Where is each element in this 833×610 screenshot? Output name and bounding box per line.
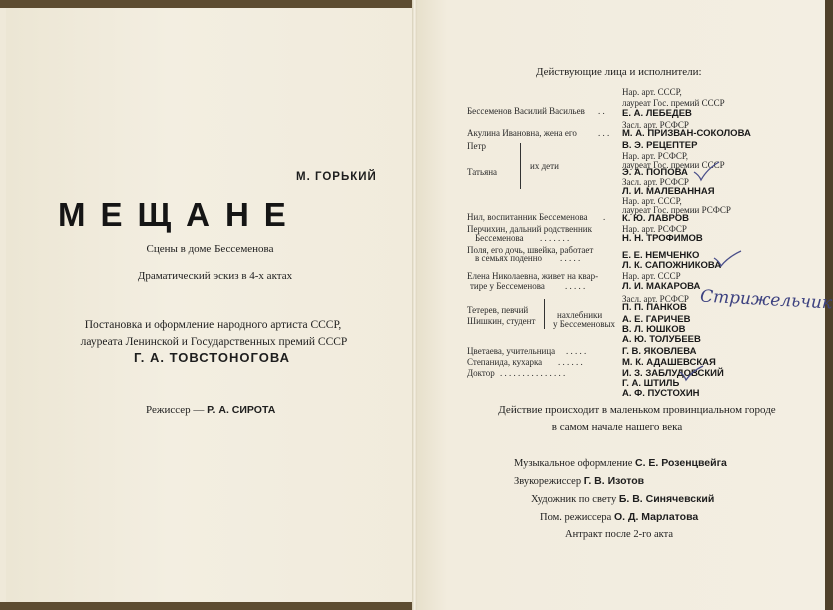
cast-actor: А. Ф. ПУСТОХИН [622,388,700,399]
cast-title: Нар. арт. СССР [622,271,681,281]
cast-actor: Э. А. ПОПОВА [622,167,688,178]
cast-role: Шишкин, студент [467,316,536,326]
author: М. ГОРЬКИЙ [296,171,377,183]
cast-title: Засл. арт. РСФСР [622,294,689,304]
leader-dots: . [603,212,606,222]
cast-title: Засл. арт. РСФСР [622,177,689,187]
page-fold [412,0,417,610]
play-title: МЕЩАНЕ [58,196,301,233]
genre: Драматический эскиз в 4-х актах [137,270,293,282]
cast-role-cont: Бессеменова [475,233,524,243]
leader-dots: . . . . . . . [540,233,570,243]
children-bracket [520,143,521,189]
credit-label: Звукорежиссер [514,476,584,487]
credit-name: Б. В. Синячевский [618,493,715,505]
cast-title: Нар. арт. РСФСР, [622,151,688,161]
credit-label: Пом. режиссера [540,512,614,523]
cast-role-cont: тире у Бессеменова [470,281,545,291]
cast-role: Бессеменов Василий Васильев [467,106,585,116]
credit-sound [514,475,644,487]
check-mark-icon [692,160,720,182]
credit-assistant [540,511,698,523]
cast-title: Нар. арт. СССР, [622,196,682,206]
credit-name: С. Е. Розенцвейга [635,457,727,469]
leader-dots: . . . . . . [558,357,583,367]
director-line [146,404,275,416]
scan-edge-bottom [0,602,414,610]
cast-title: лауреат Гос. премии СССР [622,160,725,170]
leader-dots: . . . . . [566,346,587,356]
staging-line-1: Постановка и оформление народного артиста СССР, [84,319,342,331]
group-lodgers: у Бессеменовых [553,319,616,329]
cast-actor: Л. К. САПОЖНИКОВА [622,260,722,271]
cast-actor: М. К. АДАШЕВСКАЯ [622,357,716,368]
group-lodgers: нахлебники [557,310,603,320]
director-name: Р. А. СИРОТА [207,404,276,416]
cast-actor: П. П. ПАНКОВ [622,302,687,313]
cast-role: Тетерев, певчий [467,305,529,315]
credit-name: Г. В. Изотов [583,475,645,487]
cast-role: Перчихин, дальний родственник [467,224,592,234]
check-mark-icon [678,364,704,382]
cast-actor: И. З. ЗАБЛУДОВСКИЙ [622,368,724,379]
cast-actor: А. Е. ГАРИЧЕВ [622,314,691,325]
leader-dots: . . . [598,128,610,138]
cast-role: Татьяна [467,167,498,177]
cast-actor: Н. Н. ТРОФИМОВ [622,233,703,244]
leader-dots: . . . . . [565,281,586,291]
credit-light [531,493,714,505]
lodgers-bracket [544,299,545,329]
subtitle: Сцены в доме Бессеменова [146,243,274,255]
cast-role: Цветаева, учительница [467,346,556,356]
cast-title: Засл. арт. РСФСР [622,120,689,130]
group-children: их дети [530,161,559,171]
cast-role: Поля, его дочь, швейка, работает [467,245,594,255]
handwritten-annotation: Стрижельчик [699,286,833,314]
cast-heading: Действующие лица и исполнители: [536,66,702,78]
cast-title: Нар. арт. РСФСР [622,224,687,234]
cast-title: Нар. арт. СССР, [622,87,682,97]
cast-role: Елена Николаевна, живет на квар- [467,271,599,281]
cast-actor: Г. В. ЯКОВЛЕВА [622,346,697,357]
cast-actor: Г. А. ШТИЛЬ [622,378,680,389]
cast-actor: К. Ю. ЛАВРОВ [622,213,690,224]
director-label: Режиссер — [146,404,208,416]
cast-role: Доктор [467,368,495,378]
intermission: Антракт после 2-го акта [565,529,673,540]
cast-role: Нил, воспитанник Бессеменова [467,212,588,222]
credit-music [514,457,727,469]
leader-dots: . . . . . . . . . . . . . . . [500,368,566,378]
cast-actor: А. Ю. ТОЛУБЕЕВ [622,334,701,345]
cast-role: Степанида, кухарка [467,357,543,367]
left-page [6,8,414,602]
staging-line-2: лауреата Ленинской и Государственных премий СССР [80,336,348,348]
credit-label: Художник по свету [531,494,619,505]
credit-label: Музыкальное оформление [514,458,635,469]
cast-role: Акулина Ивановна, жена его [467,128,577,138]
cast-actor: В. Э. РЕЦЕПТЕР [622,140,698,151]
setting-line-2: в самом начале нашего века [551,421,683,433]
cast-title: лауреат Гос. премии РСФСР [622,205,731,215]
main-director: Г. А. ТОВСТОНОГОВА [134,350,290,365]
cast-actor: Е. Е. НЕМЧЕНКО [622,250,700,261]
cast-actor: М. А. ПРИЗВАН-СОКОЛОВА [622,128,751,139]
cast-actor: В. Л. ЮШКОВ [622,324,686,335]
cast-title: лауреат Гос. премий СССР [622,98,725,108]
setting-line-1: Действие происходит в маленьком провинциальном городе [498,404,776,416]
cast-actor: Е. А. ЛЕБЕДЕВ [622,108,692,119]
check-mark-icon [712,250,742,268]
credit-name: О. Д. Марлатова [613,511,699,523]
cast-role: Петр [467,141,487,151]
cast-actor: Л. И. МАЛЕВАННАЯ [622,186,715,197]
cast-actor: Л. И. МАКАРОВА [622,281,701,292]
leader-dots: . . [598,106,605,116]
cast-role-cont: в семьях поденно [475,253,543,263]
leader-dots: . . . . . [560,253,581,263]
